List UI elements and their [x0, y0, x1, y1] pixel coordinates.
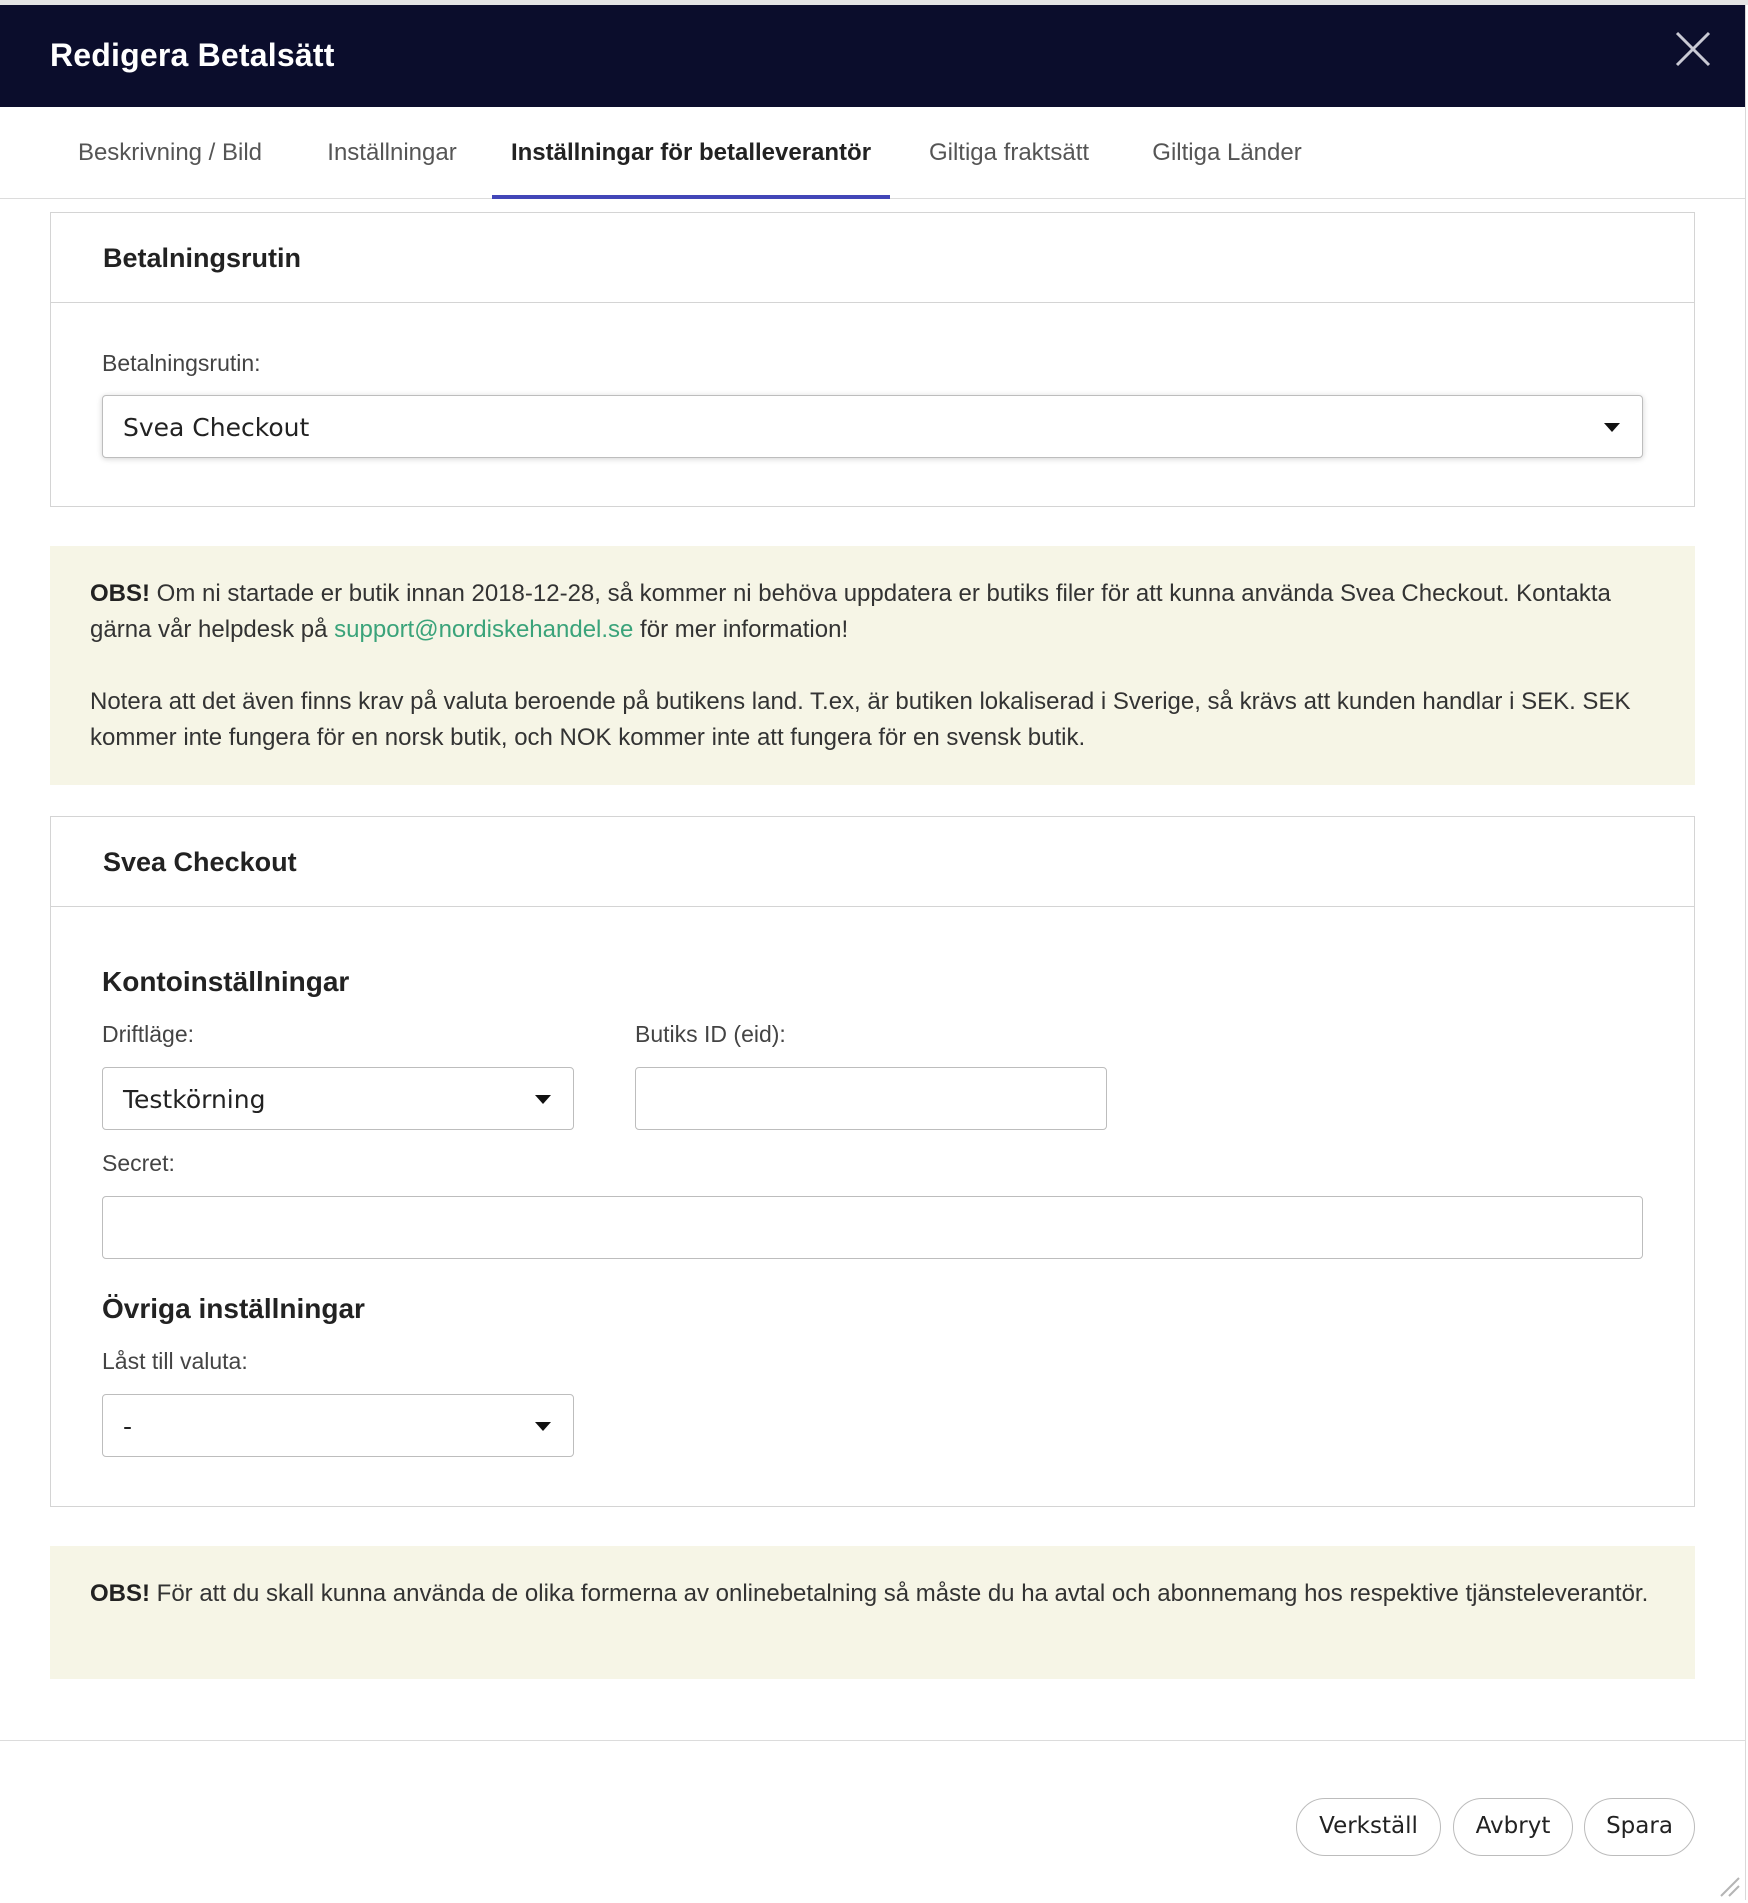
close-icon[interactable] — [1671, 27, 1715, 71]
account-settings-title: Kontoinställningar — [102, 966, 350, 997]
resize-grip-icon[interactable] — [1715, 1872, 1741, 1898]
support-email-link[interactable]: support@nordiskehandel.se — [334, 616, 634, 643]
notice-text-end: för mer information! — [633, 616, 849, 643]
other-settings-title: Övriga inställningar — [102, 1293, 365, 1324]
tab-valid-shipping-methods[interactable]: Giltiga fraktsätt — [928, 139, 1090, 166]
payment-routine-heading: Betalningsrutin — [51, 213, 1694, 303]
svea-checkout-heading: Svea Checkout — [51, 817, 1694, 907]
store-id-input[interactable] — [635, 1067, 1107, 1130]
mode-selected-value: Testkörning — [123, 1085, 266, 1114]
notice-obs-label: OBS! — [90, 1580, 150, 1607]
currency-lock-select[interactable] — [102, 1394, 574, 1457]
notice-paragraph-1 — [90, 576, 1655, 648]
tab-valid-countries[interactable]: Giltiga Länder — [1152, 139, 1302, 166]
svea-checkout-panel — [50, 816, 1695, 1507]
payment-routine-select[interactable] — [102, 395, 1643, 458]
store-id-label: Butiks ID (eid): — [635, 1021, 786, 1047]
chevron-down-icon — [535, 1095, 551, 1104]
currency-lock-selected-value: - — [123, 1412, 133, 1441]
notice-agreement-info — [50, 1546, 1695, 1679]
currency-lock-label: Låst till valuta: — [102, 1348, 248, 1374]
chevron-down-icon — [535, 1422, 551, 1431]
chevron-down-icon — [1604, 423, 1620, 432]
payment-routine-panel — [50, 212, 1695, 507]
payment-routine-selected-value: Svea Checkout — [123, 413, 310, 442]
tab-payment-provider-settings[interactable]: Inställningar för betalleverantör — [492, 107, 890, 198]
notice-paragraph-2: Notera att det även finns krav på valuta beroende på butikens land. T.ex, är butiken lokaliserad i Sverige, så krävs att kunden handlar i SEK. SEK kommer inte fungera för en norsk butik, och NOK kommer inte att fungera för en svensk butik. — [90, 688, 1631, 751]
tab-description-image[interactable]: Beskrivning / Bild — [77, 139, 263, 166]
mode-select[interactable] — [102, 1067, 574, 1130]
secret-label: Secret: — [102, 1150, 175, 1176]
cancel-button[interactable]: Avbryt — [1453, 1798, 1573, 1856]
mode-label: Driftläge: — [102, 1021, 195, 1047]
edit-payment-method-dialog — [0, 5, 1746, 1900]
secret-input[interactable] — [102, 1196, 1643, 1259]
dialog-header — [0, 5, 1745, 107]
payment-routine-label: Betalningsrutin: — [102, 350, 261, 376]
save-button[interactable]: Spara — [1584, 1798, 1695, 1856]
dialog-title: Redigera Betalsätt — [50, 37, 335, 73]
notice-agreement-text: För att du skall kunna använda de olika formerna av onlinebetalning så måste du ha avtal och abonnemang hos respektive tjänsteleverantör. — [150, 1580, 1649, 1607]
notice-agreement-paragraph — [90, 1576, 1655, 1612]
notice-obs-label: OBS! — [90, 580, 150, 607]
tab-settings[interactable]: Inställningar — [327, 139, 457, 166]
notice-text: Om ni startade er butik innan 2018-12-28, så kommer ni behöva uppdatera er butiks filer för att kunna använda Svea Checkout. Kontakta gärna vår helpdesk på — [90, 580, 1611, 643]
notice-checkout-info — [50, 546, 1695, 785]
tab-bar — [0, 107, 1745, 199]
footer-divider — [0, 1740, 1745, 1741]
apply-button[interactable]: Verkställ — [1296, 1798, 1441, 1856]
